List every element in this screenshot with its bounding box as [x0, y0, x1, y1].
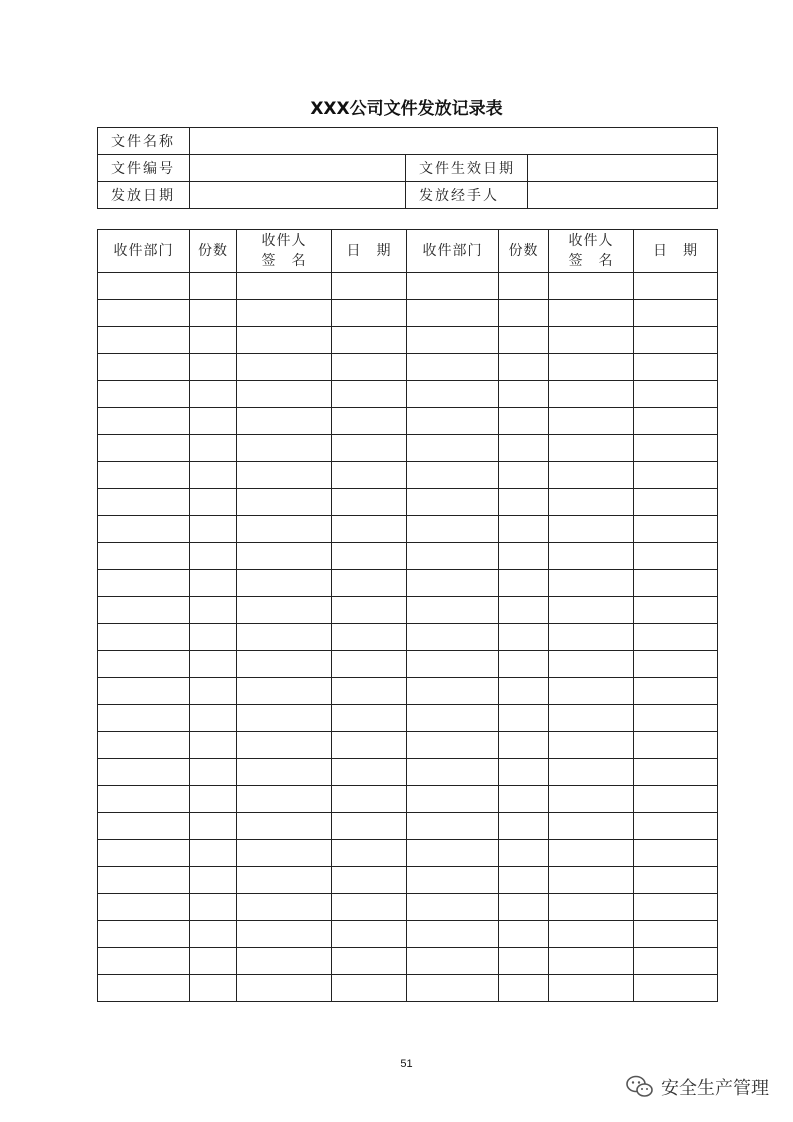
record-row: [98, 921, 718, 948]
header-recipient-left-line2: 签 名: [261, 253, 307, 269]
record-cell[interactable]: [634, 948, 718, 975]
record-cell[interactable]: [190, 408, 237, 435]
record-cell[interactable]: [332, 705, 407, 732]
record-cell[interactable]: [332, 840, 407, 867]
record-row: [98, 813, 718, 840]
record-cell[interactable]: [407, 894, 499, 921]
record-cell[interactable]: [407, 759, 499, 786]
record-cell[interactable]: [190, 300, 237, 327]
record-cell[interactable]: [549, 867, 634, 894]
record-cell[interactable]: [190, 867, 237, 894]
record-cell[interactable]: [499, 678, 549, 705]
record-cell[interactable]: [549, 462, 634, 489]
record-cell[interactable]: [332, 489, 407, 516]
record-cell[interactable]: [237, 435, 332, 462]
record-cell[interactable]: [499, 867, 549, 894]
record-cell[interactable]: [499, 624, 549, 651]
record-cell[interactable]: [549, 651, 634, 678]
record-cell[interactable]: [332, 813, 407, 840]
record-cell[interactable]: [190, 705, 237, 732]
record-cell[interactable]: [549, 516, 634, 543]
record-cell[interactable]: [237, 975, 332, 1002]
wechat-icon: [625, 1074, 655, 1100]
record-cell[interactable]: [634, 273, 718, 300]
record-cell[interactable]: [332, 543, 407, 570]
record-cell[interactable]: [190, 597, 237, 624]
header-recipient-left-line1: 收件人: [261, 233, 307, 249]
record-cell[interactable]: [98, 597, 190, 624]
record-cell[interactable]: [499, 300, 549, 327]
record-cell[interactable]: [549, 705, 634, 732]
record-cell[interactable]: [407, 948, 499, 975]
record-cell[interactable]: [634, 570, 718, 597]
record-cell[interactable]: [237, 732, 332, 759]
record-cell[interactable]: [499, 705, 549, 732]
record-cell[interactable]: [332, 624, 407, 651]
record-cell[interactable]: [549, 273, 634, 300]
record-row: [98, 597, 718, 624]
record-cell[interactable]: [499, 732, 549, 759]
record-cell[interactable]: [407, 381, 499, 408]
record-cell[interactable]: [634, 732, 718, 759]
record-cell[interactable]: [190, 651, 237, 678]
record-cell[interactable]: [98, 327, 190, 354]
record-cell[interactable]: [549, 597, 634, 624]
record-cell[interactable]: [407, 300, 499, 327]
record-cell[interactable]: [332, 651, 407, 678]
record-cell[interactable]: [549, 408, 634, 435]
record-cell[interactable]: [332, 327, 407, 354]
record-cell[interactable]: [190, 327, 237, 354]
record-row: [98, 516, 718, 543]
record-cell[interactable]: [499, 948, 549, 975]
issue-date-field[interactable]: [190, 182, 406, 209]
header-dept-right: 收件部门: [407, 230, 499, 273]
record-cell[interactable]: [634, 759, 718, 786]
record-cell[interactable]: [499, 354, 549, 381]
file-name-field[interactable]: [190, 128, 718, 155]
record-cell[interactable]: [634, 624, 718, 651]
record-cell[interactable]: [190, 354, 237, 381]
record-cell[interactable]: [549, 813, 634, 840]
record-cell[interactable]: [407, 354, 499, 381]
effective-date-field[interactable]: [528, 155, 718, 182]
record-cell[interactable]: [549, 624, 634, 651]
record-cell[interactable]: [407, 489, 499, 516]
record-cell[interactable]: [190, 489, 237, 516]
record-cell[interactable]: [549, 543, 634, 570]
record-cell[interactable]: [237, 489, 332, 516]
record-cell[interactable]: [98, 651, 190, 678]
record-row: [98, 786, 718, 813]
record-cell[interactable]: [499, 381, 549, 408]
record-cell[interactable]: [98, 273, 190, 300]
record-row: [98, 354, 718, 381]
record-row: [98, 759, 718, 786]
record-cell[interactable]: [634, 786, 718, 813]
record-cell[interactable]: [407, 570, 499, 597]
issue-date-label: 发放日期: [98, 182, 190, 209]
record-cell[interactable]: [407, 813, 499, 840]
record-cell[interactable]: [549, 921, 634, 948]
record-cell[interactable]: [332, 975, 407, 1002]
record-row: [98, 894, 718, 921]
record-cell[interactable]: [634, 327, 718, 354]
record-cell[interactable]: [237, 651, 332, 678]
record-cell[interactable]: [237, 948, 332, 975]
record-cell[interactable]: [407, 921, 499, 948]
record-cell[interactable]: [499, 570, 549, 597]
record-cell[interactable]: [549, 300, 634, 327]
header-recipient-right: [549, 230, 634, 273]
record-cell[interactable]: [407, 408, 499, 435]
record-row: [98, 867, 718, 894]
record-cell[interactable]: [332, 597, 407, 624]
record-cell[interactable]: [98, 300, 190, 327]
record-cell[interactable]: [332, 570, 407, 597]
record-cell[interactable]: [549, 786, 634, 813]
record-cell[interactable]: [549, 732, 634, 759]
record-cell[interactable]: [332, 894, 407, 921]
record-cell[interactable]: [549, 678, 634, 705]
record-cell[interactable]: [407, 543, 499, 570]
record-cell[interactable]: [190, 435, 237, 462]
record-cell[interactable]: [407, 840, 499, 867]
header-recipient-right-line2: 签 名: [568, 253, 614, 269]
record-cell[interactable]: [634, 435, 718, 462]
record-cell[interactable]: [237, 597, 332, 624]
header-date-right: 日 期: [634, 230, 718, 273]
record-cell[interactable]: [98, 435, 190, 462]
record-row: [98, 327, 718, 354]
watermark-text: 安全生产管理: [661, 1078, 769, 1099]
record-cell[interactable]: [549, 327, 634, 354]
record-cell[interactable]: [332, 273, 407, 300]
record-cell[interactable]: [407, 462, 499, 489]
record-cell[interactable]: [98, 948, 190, 975]
record-cell[interactable]: [190, 894, 237, 921]
record-cell[interactable]: [634, 381, 718, 408]
record-cell[interactable]: [634, 705, 718, 732]
record-cell[interactable]: [499, 921, 549, 948]
document-title: XXX公司文件发放记录表: [310, 99, 503, 119]
record-cell[interactable]: [332, 381, 407, 408]
record-cell[interactable]: [407, 678, 499, 705]
header-copies-right: 份数: [499, 230, 549, 273]
record-row: [98, 732, 718, 759]
record-cell[interactable]: [98, 759, 190, 786]
record-cell[interactable]: [332, 921, 407, 948]
issue-date-row: [98, 182, 718, 209]
record-cell[interactable]: [98, 489, 190, 516]
record-cell[interactable]: [634, 516, 718, 543]
record-cell[interactable]: [98, 813, 190, 840]
record-cell[interactable]: [634, 354, 718, 381]
record-cell[interactable]: [98, 732, 190, 759]
record-row: [98, 381, 718, 408]
record-cell[interactable]: [237, 921, 332, 948]
record-cell[interactable]: [332, 408, 407, 435]
record-cell[interactable]: [237, 867, 332, 894]
record-cell[interactable]: [190, 948, 237, 975]
record-cell[interactable]: [237, 354, 332, 381]
record-cell[interactable]: [237, 705, 332, 732]
record-cell[interactable]: [407, 786, 499, 813]
record-cell[interactable]: [634, 462, 718, 489]
record-cell[interactable]: [190, 678, 237, 705]
record-cell[interactable]: [190, 570, 237, 597]
record-cell[interactable]: [332, 948, 407, 975]
record-cell[interactable]: [98, 786, 190, 813]
record-cell[interactable]: [407, 327, 499, 354]
record-cell[interactable]: [98, 867, 190, 894]
record-row: [98, 840, 718, 867]
page-number: 51: [400, 1058, 413, 1070]
record-cell[interactable]: [98, 678, 190, 705]
record-cell[interactable]: [634, 894, 718, 921]
record-cell[interactable]: [407, 624, 499, 651]
header-dept-left: 收件部门: [98, 230, 190, 273]
record-cell[interactable]: [332, 300, 407, 327]
record-cell[interactable]: [190, 543, 237, 570]
record-cell[interactable]: [407, 651, 499, 678]
record-cell[interactable]: [237, 624, 332, 651]
record-cell[interactable]: [634, 489, 718, 516]
record-cell[interactable]: [332, 867, 407, 894]
record-cell[interactable]: [499, 813, 549, 840]
record-cell[interactable]: [98, 921, 190, 948]
record-cell[interactable]: [98, 705, 190, 732]
record-cell[interactable]: [332, 462, 407, 489]
record-cell[interactable]: [190, 786, 237, 813]
record-cell[interactable]: [407, 516, 499, 543]
record-cell[interactable]: [549, 840, 634, 867]
record-cell[interactable]: [237, 894, 332, 921]
record-cell[interactable]: [332, 786, 407, 813]
record-cell[interactable]: [549, 435, 634, 462]
record-cell[interactable]: [634, 678, 718, 705]
record-row: [98, 462, 718, 489]
record-cell[interactable]: [98, 408, 190, 435]
record-cell[interactable]: [332, 759, 407, 786]
record-cell[interactable]: [237, 570, 332, 597]
record-cell[interactable]: [407, 705, 499, 732]
record-cell[interactable]: [190, 732, 237, 759]
record-cell[interactable]: [190, 273, 237, 300]
record-cell[interactable]: [190, 462, 237, 489]
record-cell[interactable]: [549, 381, 634, 408]
header-recipient-left: [237, 230, 332, 273]
record-cell[interactable]: [237, 273, 332, 300]
record-cell[interactable]: [407, 435, 499, 462]
file-name-row: [98, 128, 718, 155]
record-cell[interactable]: [499, 975, 549, 1002]
record-cell[interactable]: [98, 543, 190, 570]
record-cell[interactable]: [499, 543, 549, 570]
record-row: [98, 678, 718, 705]
record-row: [98, 489, 718, 516]
record-row: [98, 570, 718, 597]
record-cell[interactable]: [332, 678, 407, 705]
record-cell[interactable]: [237, 300, 332, 327]
record-cell[interactable]: [98, 570, 190, 597]
record-cell[interactable]: [634, 840, 718, 867]
record-row: [98, 408, 718, 435]
record-cell[interactable]: [499, 759, 549, 786]
record-cell[interactable]: [549, 570, 634, 597]
record-cell[interactable]: [634, 813, 718, 840]
record-cell[interactable]: [237, 408, 332, 435]
file-number-field[interactable]: [190, 155, 406, 182]
file-number-label: 文件编号: [98, 155, 190, 182]
record-row: [98, 651, 718, 678]
record-cell[interactable]: [332, 732, 407, 759]
record-cell[interactable]: [237, 516, 332, 543]
header-recipient-right-line1: 收件人: [568, 233, 614, 249]
record-cell[interactable]: [499, 489, 549, 516]
record-cell[interactable]: [499, 435, 549, 462]
record-cell[interactable]: [634, 651, 718, 678]
record-cell[interactable]: [499, 651, 549, 678]
record-cell[interactable]: [190, 921, 237, 948]
record-cell[interactable]: [98, 624, 190, 651]
record-cell[interactable]: [237, 759, 332, 786]
record-cell[interactable]: [407, 867, 499, 894]
record-row: [98, 705, 718, 732]
record-cell[interactable]: [332, 516, 407, 543]
record-cell[interactable]: [634, 597, 718, 624]
record-cell[interactable]: [190, 975, 237, 1002]
record-cell[interactable]: [332, 435, 407, 462]
record-row: [98, 975, 718, 1002]
record-cell[interactable]: [190, 840, 237, 867]
file-number-row: [98, 155, 718, 182]
record-row: [98, 624, 718, 651]
record-cell[interactable]: [499, 840, 549, 867]
record-row: [98, 948, 718, 975]
header-copies-left: 份数: [190, 230, 237, 273]
record-cell[interactable]: [98, 975, 190, 1002]
distribution-record-table: [97, 229, 718, 1002]
record-cell[interactable]: [98, 462, 190, 489]
record-cell[interactable]: [237, 813, 332, 840]
record-cell[interactable]: [549, 894, 634, 921]
record-cell[interactable]: [634, 300, 718, 327]
record-cell[interactable]: [499, 786, 549, 813]
record-cell[interactable]: [499, 516, 549, 543]
record-cell[interactable]: [549, 354, 634, 381]
record-cell[interactable]: [98, 381, 190, 408]
file-info-table: [97, 127, 718, 209]
record-cell[interactable]: [98, 840, 190, 867]
record-cell[interactable]: [499, 327, 549, 354]
record-cell[interactable]: [237, 327, 332, 354]
record-cell[interactable]: [98, 354, 190, 381]
record-cell[interactable]: [237, 462, 332, 489]
record-cell[interactable]: [549, 489, 634, 516]
record-cell[interactable]: [332, 354, 407, 381]
record-cell[interactable]: [499, 462, 549, 489]
record-cell[interactable]: [634, 921, 718, 948]
record-header-row: [98, 230, 718, 273]
file-name-label: 文件名称: [98, 128, 190, 155]
record-cell[interactable]: [549, 948, 634, 975]
record-row: [98, 273, 718, 300]
record-cell[interactable]: [634, 975, 718, 1002]
record-cell[interactable]: [407, 597, 499, 624]
record-cell[interactable]: [549, 759, 634, 786]
record-cell[interactable]: [407, 732, 499, 759]
record-cell[interactable]: [499, 597, 549, 624]
record-cell[interactable]: [549, 975, 634, 1002]
record-cell[interactable]: [98, 894, 190, 921]
record-cell[interactable]: [499, 408, 549, 435]
record-row: [98, 543, 718, 570]
record-cell[interactable]: [190, 813, 237, 840]
record-cell[interactable]: [98, 516, 190, 543]
handler-label: 发放经手人: [406, 182, 528, 209]
record-cell[interactable]: [190, 759, 237, 786]
record-cell[interactable]: [190, 381, 237, 408]
handler-field[interactable]: [528, 182, 718, 209]
record-cell[interactable]: [237, 381, 332, 408]
record-cell[interactable]: [407, 273, 499, 300]
record-cell[interactable]: [190, 516, 237, 543]
record-cell[interactable]: [634, 543, 718, 570]
record-cell[interactable]: [237, 786, 332, 813]
watermark: [625, 1074, 769, 1100]
record-cell[interactable]: [499, 273, 549, 300]
record-cell[interactable]: [190, 624, 237, 651]
record-row: [98, 300, 718, 327]
header-date-left: 日 期: [332, 230, 407, 273]
effective-date-label: 文件生效日期: [406, 155, 528, 182]
record-cell[interactable]: [407, 975, 499, 1002]
record-cell[interactable]: [237, 543, 332, 570]
record-cell[interactable]: [237, 678, 332, 705]
record-cell[interactable]: [499, 894, 549, 921]
record-cell[interactable]: [237, 840, 332, 867]
record-cell[interactable]: [634, 408, 718, 435]
record-cell[interactable]: [634, 867, 718, 894]
record-row: [98, 435, 718, 462]
